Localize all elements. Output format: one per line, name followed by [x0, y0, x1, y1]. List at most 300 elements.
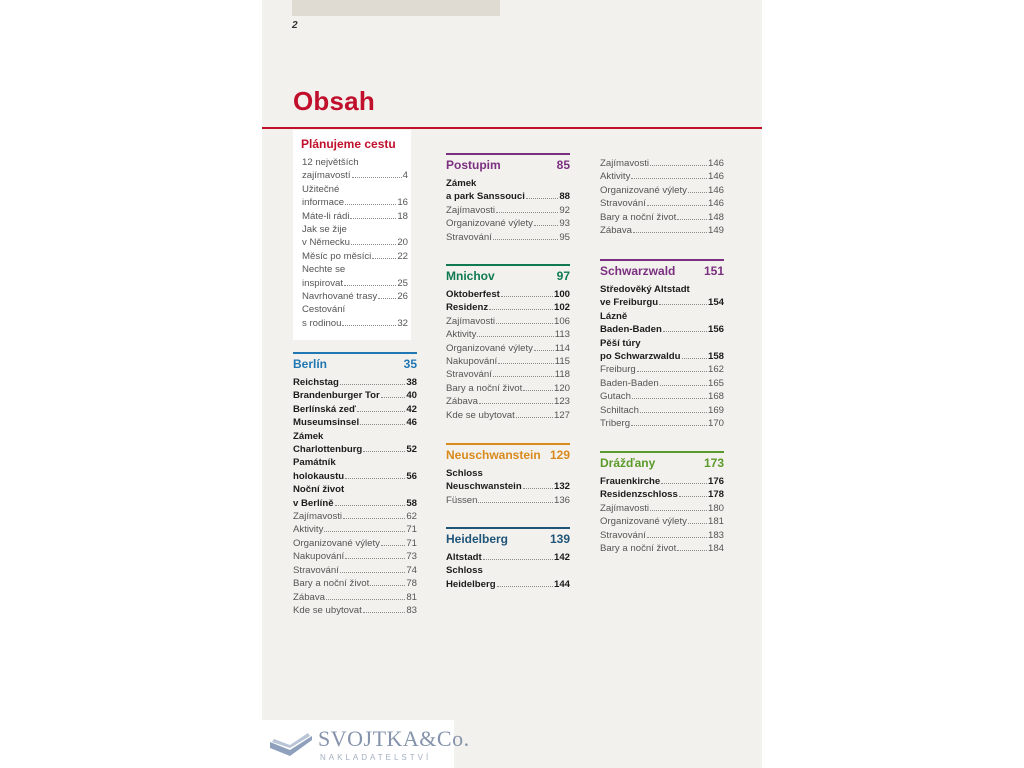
section-mnichov [446, 264, 570, 422]
entry-row [600, 224, 724, 237]
entry-page: 156 [707, 324, 724, 336]
dot-leader [632, 398, 707, 399]
dot-leader [360, 424, 405, 425]
entry-row [293, 416, 417, 429]
top-strip [292, 0, 500, 16]
toc-entry [446, 315, 570, 328]
entry-page: 183 [707, 529, 724, 541]
entry-title: s rodinou [302, 317, 342, 329]
entry-row [302, 169, 408, 182]
section-list [600, 283, 724, 430]
entry-title: a park Sanssouci [446, 191, 525, 203]
entry-row [293, 497, 417, 510]
planning-box [293, 130, 411, 340]
entry-page: 25 [397, 277, 408, 289]
toc-entry [600, 363, 724, 376]
entry-page: 114 [554, 342, 570, 354]
dot-leader [479, 403, 553, 404]
dot-leader [363, 612, 406, 613]
section-title: Schwarzwald [600, 264, 676, 278]
entry-row [446, 494, 570, 507]
entry-page: 78 [406, 578, 417, 590]
entry-title: Zajímavosti [446, 204, 496, 216]
dot-leader [640, 412, 707, 413]
toc-entry [293, 537, 417, 550]
section-title: Postupim [446, 158, 501, 172]
entry-page: 168 [707, 391, 724, 403]
entry-row [302, 236, 408, 249]
entry-page: 142 [553, 552, 570, 563]
entry-title: ve Freiburgu [600, 297, 659, 309]
entry-title: Organizované výlety [446, 218, 533, 230]
dot-leader [363, 451, 405, 452]
toc-entry [446, 467, 570, 494]
dot-leader [478, 502, 553, 503]
dot-leader [351, 244, 396, 245]
entry-row [446, 382, 570, 395]
entry-title: Reichstag [293, 377, 339, 388]
entry-title: Neuschwanstein [446, 481, 522, 493]
entry-row [446, 578, 570, 591]
entry-row [446, 368, 570, 381]
entry-row [293, 389, 417, 402]
entry-row [600, 417, 724, 430]
toc-entry [446, 231, 570, 244]
entry-row [600, 211, 724, 224]
entry-title: v Německu [302, 237, 350, 249]
section-page: 151 [703, 264, 724, 278]
toc-entry [293, 550, 417, 563]
entry-page: 115 [554, 356, 570, 368]
toc-entry [446, 217, 570, 230]
entry-page: 106 [553, 315, 570, 327]
entry-title: Residenz [446, 302, 489, 314]
toc-entry [600, 337, 724, 364]
toc-entry [600, 515, 724, 528]
page-title: Obsah [293, 86, 375, 116]
entry-title: inspirovat [302, 277, 344, 289]
dot-leader [344, 285, 396, 286]
entry-title: Zajímavosti [446, 315, 496, 327]
entry-page: 181 [707, 516, 724, 528]
entry-page: 113 [554, 329, 570, 341]
section-page: 173 [703, 456, 724, 470]
section-title: Berlín [293, 357, 328, 371]
section-header [446, 153, 570, 172]
entry-page: 74 [406, 564, 417, 576]
dot-leader [493, 239, 558, 240]
entry-page: 26 [397, 291, 408, 303]
toc-entry [600, 310, 724, 337]
toc-entry [293, 510, 417, 523]
entry-page: 146 [707, 158, 724, 169]
toc-entry [600, 211, 724, 224]
section-list [446, 288, 570, 422]
entry-row [446, 315, 570, 328]
entry-page: 40 [406, 390, 417, 402]
dot-leader [534, 225, 558, 226]
entry-title: Heidelberg [446, 578, 496, 590]
entry-page: 102 [553, 302, 570, 314]
toc-entry [600, 529, 724, 542]
entry-title: Bary a noční život [446, 382, 523, 394]
dot-leader [370, 585, 405, 586]
entry-title: Frauenkirche [600, 476, 661, 487]
toc-entry [302, 290, 408, 303]
entry-page: 81 [406, 591, 417, 603]
entry-title: Stravování [600, 529, 646, 541]
entry-row [302, 210, 408, 223]
entry-page: 149 [707, 225, 724, 237]
dot-leader [688, 192, 707, 193]
dot-leader [357, 411, 405, 412]
entry-row [293, 591, 417, 604]
entry-row [446, 551, 570, 564]
toc-entry [600, 502, 724, 515]
toc-entry [293, 564, 417, 577]
section-page: 35 [403, 357, 417, 371]
toc-entry [293, 403, 417, 416]
toc-entry [293, 376, 417, 389]
entry-title-line: 12 největších [302, 157, 359, 168]
toc-entry [600, 417, 724, 430]
toc-entry [293, 604, 417, 617]
entry-row [600, 197, 724, 210]
entry-title: Aktivity [293, 524, 324, 536]
section-neuschwanstein [446, 443, 570, 507]
section-schwarzwald [600, 259, 724, 430]
toc-entry [446, 551, 570, 564]
entry-title: Aktivity [600, 171, 631, 183]
dot-leader [477, 336, 553, 337]
entry-row [600, 157, 724, 170]
dot-leader [650, 510, 707, 511]
dot-leader [659, 304, 707, 305]
entry-row [293, 443, 417, 456]
section-title: Neuschwanstein [446, 448, 541, 462]
toc-entry [293, 523, 417, 536]
entry-title: Zajímavosti [293, 511, 343, 523]
entry-page: 71 [406, 537, 417, 549]
toc-entry [293, 416, 417, 429]
entry-row [293, 403, 417, 416]
section-list [600, 475, 724, 555]
dot-leader [501, 296, 553, 297]
toc-entry [600, 475, 724, 488]
section-page: 129 [549, 448, 570, 462]
entry-row [600, 184, 724, 197]
entry-title: Triberg [600, 418, 631, 430]
title-rule [262, 127, 762, 129]
entry-title: Zábava [293, 591, 325, 603]
dot-leader [679, 496, 707, 497]
entry-page: 22 [397, 250, 408, 262]
toc-entry [302, 183, 408, 210]
dot-leader [523, 390, 553, 391]
section-list [446, 551, 570, 591]
entry-title-line: Zámek [293, 430, 324, 442]
toc-entry [600, 488, 724, 501]
dot-leader [637, 371, 707, 372]
entry-row [600, 390, 724, 403]
entry-row [293, 577, 417, 590]
section-page: 97 [556, 269, 570, 283]
dot-leader [650, 165, 707, 166]
entry-title: Stravování [446, 231, 492, 243]
toc-entry [302, 223, 408, 250]
entry-page: 162 [707, 364, 724, 376]
toc-entry [446, 328, 570, 341]
toc-entry [293, 577, 417, 590]
entry-title: Stravování [600, 198, 646, 210]
toc-entry [302, 263, 408, 290]
dot-leader [324, 531, 405, 532]
toc-entry [600, 542, 724, 555]
entry-row [600, 377, 724, 390]
entry-row [446, 301, 570, 314]
entry-row [600, 363, 724, 376]
dot-leader [660, 385, 707, 386]
section-drazdany [600, 451, 724, 555]
entry-row [302, 250, 408, 263]
entry-page: 71 [406, 524, 417, 536]
entry-page: 93 [559, 218, 570, 230]
entry-page: 176 [707, 476, 724, 487]
entry-row [446, 342, 570, 355]
entry-page: 148 [707, 211, 724, 223]
entry-page: 169 [707, 404, 724, 416]
dot-leader [496, 212, 558, 213]
entry-page: 132 [553, 481, 570, 493]
logo-subtitle: NAKLADATELSTVÍ [320, 753, 432, 762]
entry-row [600, 529, 724, 542]
entry-title: Zajímavosti [600, 502, 650, 514]
entry-title-line: Užitečné [302, 183, 340, 195]
entry-row [293, 470, 417, 483]
entry-page: 95 [559, 231, 570, 243]
dot-leader [350, 218, 396, 219]
entry-page: 158 [707, 351, 724, 363]
entry-row [302, 290, 408, 303]
entry-title: Bary a noční život [600, 543, 677, 555]
entry-row [600, 170, 724, 183]
entry-row [446, 204, 570, 217]
toc-entry [446, 395, 570, 408]
toc-entry [446, 204, 570, 217]
entry-title: Berlínská zeď [293, 403, 356, 415]
toc-entry [600, 170, 724, 183]
entry-page: 16 [397, 197, 408, 209]
entry-title: Zajímavosti [600, 158, 650, 169]
dot-leader [498, 363, 554, 364]
entry-title: Organizované výlety [293, 537, 380, 549]
section-list [600, 157, 724, 237]
dot-leader [352, 177, 402, 178]
logo-name: SVOJTKA&Co. [318, 726, 470, 751]
dot-leader [516, 417, 553, 418]
entry-page: 58 [406, 497, 417, 509]
entry-title: Zábava [446, 396, 478, 408]
entry-page: 4 [402, 170, 408, 182]
entry-row [293, 550, 417, 563]
section-heidelberg [446, 527, 570, 591]
dot-leader [378, 298, 396, 299]
entry-row [302, 277, 408, 290]
dot-leader [677, 219, 707, 220]
toc-entry [446, 409, 570, 422]
entry-row [302, 317, 408, 330]
entry-row [293, 537, 417, 550]
entry-title: holokaustu [293, 470, 345, 482]
entry-title: Nakupování [293, 551, 345, 563]
dot-leader [345, 558, 405, 559]
toc-entry [600, 283, 724, 310]
entry-page: 146 [707, 184, 724, 196]
entry-title: Kde se ubytovat [293, 604, 362, 616]
section-list [446, 467, 570, 507]
entry-row [446, 190, 570, 203]
entry-title: Freiburg [600, 364, 636, 376]
entry-title-line: Jak se žije [302, 224, 347, 236]
entry-title: Bary a noční život [600, 211, 677, 223]
toc-entry [600, 390, 724, 403]
entry-title-line: Pěší túry [600, 337, 641, 349]
entry-row [293, 564, 417, 577]
entry-page: 118 [554, 369, 570, 381]
section-berlin [293, 352, 417, 617]
toc-entry [600, 404, 724, 417]
entry-title-line: Lázně [600, 310, 628, 322]
entry-row [600, 542, 724, 555]
book-page [262, 0, 762, 768]
toc-entry [302, 210, 408, 223]
entry-title-line: Středověký Altstadt [600, 284, 690, 295]
entry-page: 180 [707, 502, 724, 514]
entry-row [446, 480, 570, 493]
entry-title-line: Památník [293, 457, 336, 469]
entry-title: Schiltach [600, 404, 639, 416]
toc-entry [293, 591, 417, 604]
entry-page: 52 [406, 444, 417, 456]
entry-title: Zábava [600, 225, 632, 237]
section-title: Drážďany [600, 456, 656, 470]
toc-entry [302, 156, 408, 183]
entry-row [600, 488, 724, 501]
entry-page: 100 [553, 289, 570, 300]
toc-entry [446, 564, 570, 591]
entry-page: 83 [406, 604, 417, 616]
entry-page: 120 [553, 382, 570, 394]
entry-row [600, 515, 724, 528]
dot-leader [326, 599, 405, 600]
entry-row [600, 502, 724, 515]
dot-leader [661, 483, 707, 484]
entry-title: Gutach [600, 391, 631, 403]
entry-title: Navrhované trasy [302, 291, 378, 303]
entry-title: Baden-Baden [600, 324, 662, 336]
dot-leader [631, 425, 707, 426]
dot-leader [493, 376, 554, 377]
entry-title: Museumsinsel [293, 417, 360, 429]
entry-page: 136 [553, 494, 570, 506]
entry-row [446, 395, 570, 408]
section-list [293, 376, 417, 617]
entry-title: Bary a noční život [293, 578, 370, 590]
dot-leader [340, 572, 405, 573]
section-title: Heidelberg [446, 532, 509, 546]
toc-entry [600, 184, 724, 197]
planning-list [302, 156, 408, 330]
dot-leader [345, 478, 405, 479]
entry-title: zajímavostí [302, 170, 351, 182]
dot-leader [483, 559, 553, 560]
dot-leader [340, 384, 405, 385]
toc-entry [446, 494, 570, 507]
entry-page: 144 [553, 578, 570, 590]
section-title: Mnichov [446, 269, 495, 283]
dot-leader [682, 358, 707, 359]
toc-entry [293, 389, 417, 402]
entry-page: 88 [559, 191, 570, 203]
entry-page: 170 [707, 418, 724, 430]
dot-leader [688, 523, 707, 524]
entry-title: Charlottenburg [293, 444, 363, 456]
entry-row [302, 196, 408, 209]
entry-title: Organizované výlety [600, 516, 687, 528]
entry-title: Altstadt [446, 552, 482, 563]
entry-page: 178 [707, 489, 724, 501]
toc-entry [293, 430, 417, 457]
toc-entry [446, 177, 570, 204]
entry-page: 32 [397, 317, 408, 329]
entry-page: 20 [397, 237, 408, 249]
entry-row [293, 510, 417, 523]
entry-title: Füssen [446, 494, 478, 506]
entry-title: Residenzschloss [600, 489, 678, 501]
entry-title-line: Schloss [446, 565, 483, 577]
entry-title: Organizované výlety [446, 342, 533, 354]
entry-page: 165 [707, 377, 724, 389]
entry-page: 42 [406, 403, 417, 415]
entry-title-line: Nechte se [302, 264, 346, 276]
toc-entry [302, 250, 408, 263]
section-header [446, 527, 570, 546]
entry-page: 56 [406, 470, 417, 482]
toc-entry [293, 483, 417, 510]
toc-entry [446, 342, 570, 355]
entry-page: 146 [707, 198, 724, 210]
section-header [293, 352, 417, 371]
entry-title: informace [302, 197, 345, 209]
dot-leader [523, 488, 553, 489]
page-number: 2 [292, 20, 298, 31]
entry-row [600, 296, 724, 309]
dot-leader [677, 550, 707, 551]
entry-row [600, 404, 724, 417]
dot-leader [631, 178, 707, 179]
entry-row [446, 355, 570, 368]
dot-leader [647, 205, 707, 206]
entry-page: 62 [406, 511, 417, 523]
dot-leader [489, 309, 553, 310]
entry-title: Nakupování [446, 356, 498, 368]
entry-page: 73 [406, 551, 417, 563]
entry-title: Kde se ubytovat [446, 409, 515, 421]
entry-page: 92 [559, 204, 570, 216]
planning-heading: Plánujeme cestu [301, 137, 396, 151]
toc-entry [302, 303, 408, 330]
dot-leader [381, 545, 405, 546]
